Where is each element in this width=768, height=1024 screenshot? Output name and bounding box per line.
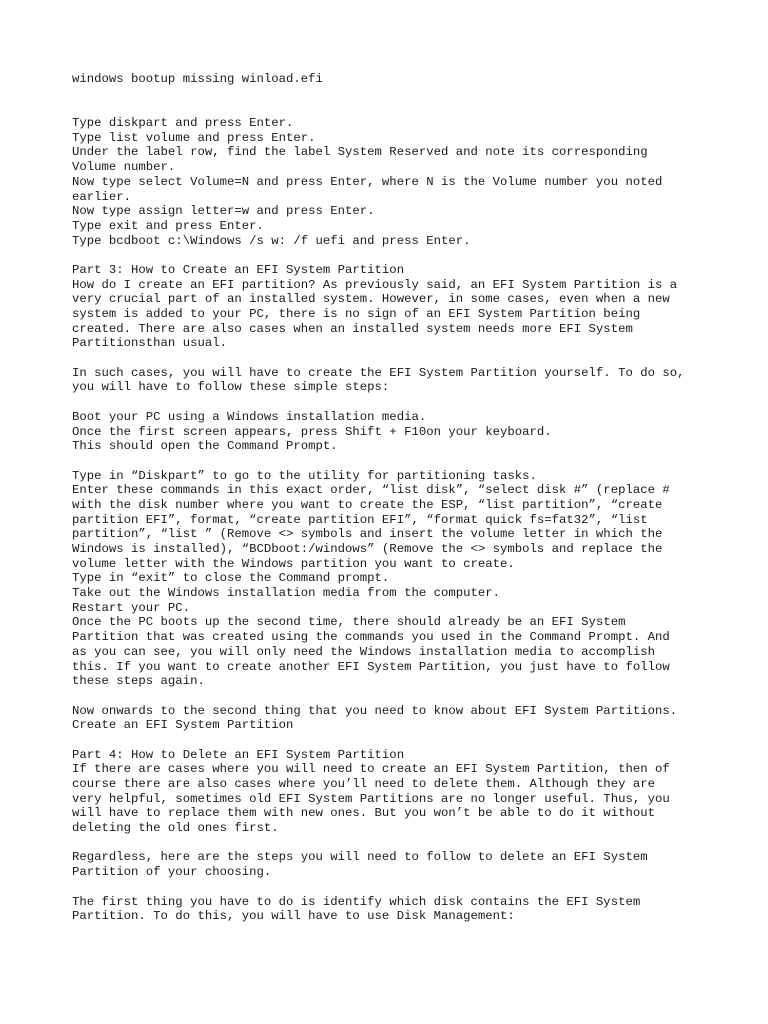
text-line: Windows is installed), “BCDboot:/windows” (Remove the <> symbols and replace the <box>72 542 663 557</box>
text-line: Type in “Diskpart” to go to the utility for partitioning tasks. <box>72 468 537 483</box>
text-line: volume letter with the Windows partition you want to create. <box>72 556 515 571</box>
text-line: Under the label row, find the label System Reserved and note its corresponding <box>72 145 648 160</box>
text-line: How do I create an EFI partition? As previously said, an EFI System Partition is a <box>72 277 678 292</box>
text-line: very crucial part of an installed system. However, in some cases, even when a new <box>72 292 670 307</box>
paragraph-diskpart-steps <box>72 469 722 689</box>
spacer <box>72 248 722 263</box>
text-line: In such cases, you will have to create the EFI System Partition yourself. To do so, <box>72 365 685 380</box>
paragraph-such-cases <box>72 366 722 395</box>
text-line: Boot your PC using a Windows installation media. <box>72 409 427 424</box>
spacer <box>72 351 722 366</box>
text-line: very helpful, sometimes old EFI System Partitions are no longer useful. Thus, you <box>72 791 670 806</box>
spacer <box>72 395 722 410</box>
text-line: Now onwards to the second thing that you need to know about EFI System Partitions. <box>72 703 678 718</box>
text-line: Type diskpart and press Enter. <box>72 116 294 131</box>
text-line: system is added to your PC, there is no sign of an EFI System Partition being <box>72 307 641 322</box>
text-line: Once the first screen appears, press Shift + F10on your keyboard. <box>72 424 552 439</box>
spacer <box>72 689 722 704</box>
text-line: Take out the Windows installation media from the computer. <box>72 586 501 601</box>
text-line: Now type select Volume=N and press Enter, where N is the Volume number you noted <box>72 174 663 189</box>
text-line: with the disk number where you want to create the ESP, “list partition”, “create <box>72 497 663 512</box>
text-line: these steps again. <box>72 674 205 689</box>
text-line: partition EFI”, format, “create partition EFI”, “format quick fs=fat32”, “list <box>72 512 648 527</box>
text-line: Restart your PC. <box>72 600 191 615</box>
spacer <box>72 454 722 469</box>
text-line: Partition. To do this, you will have to use Disk Management: <box>72 909 515 924</box>
paragraph-first-thing <box>72 895 722 924</box>
text-line: created. There are also cases when an installed system needs more EFI System <box>72 321 633 336</box>
document-page <box>72 72 722 924</box>
document-title: windows bootup missing winload.efi <box>72 72 323 86</box>
section-heading: Part 3: How to Create an EFI System Partition <box>72 262 405 277</box>
text-line: deleting the old ones first. <box>72 821 279 836</box>
spacer <box>72 87 722 116</box>
spacer <box>72 733 722 748</box>
text-line: If there are cases where you will need to create an EFI System Partition, then of <box>72 762 670 777</box>
paragraph-onwards <box>72 704 722 733</box>
text-line: will have to replace them with new ones. But you won’t be able to do it without <box>72 806 655 821</box>
spacer <box>72 880 722 895</box>
paragraph-steps-1 <box>72 116 722 248</box>
section-heading: Part 4: How to Delete an EFI System Partition <box>72 747 405 762</box>
text-line: Volume number. <box>72 160 176 175</box>
text-line: Type in “exit” to close the Command prompt. <box>72 571 390 586</box>
text-line: Type list volume and press Enter. <box>72 130 316 145</box>
text-line: This should open the Command Prompt. <box>72 439 338 454</box>
text-line: course there are also cases where you’ll need to delete them. Although they are <box>72 777 655 792</box>
paragraph-boot-steps <box>72 410 722 454</box>
text-line: Enter these commands in this exact order, “list disk”, “select disk #” (replace # <box>72 483 670 498</box>
text-line: Partition that was created using the commands you used in the Command Prompt. And <box>72 630 670 645</box>
text-line: you will have to follow these simple steps: <box>72 380 390 395</box>
spacer <box>72 836 722 851</box>
text-line: Regardless, here are the steps you will need to follow to delete an EFI System <box>72 850 648 865</box>
text-line: Create an EFI System Partition <box>72 718 294 733</box>
text-line: Partition of your choosing. <box>72 865 272 880</box>
paragraph-part4 <box>72 748 722 836</box>
text-line: this. If you want to create another EFI System Partition, you just have to follow <box>72 659 670 674</box>
paragraph-regardless <box>72 850 722 879</box>
text-line: Type exit and press Enter. <box>72 218 264 233</box>
text-line: earlier. <box>72 189 132 204</box>
text-line: Now type assign letter=w and press Enter. <box>72 204 375 219</box>
text-line: partition”, “list ” (Remove <> symbols and insert the volume letter in which the <box>72 527 663 542</box>
text-line: Once the PC boots up the second time, there should already be an EFI System <box>72 615 626 630</box>
text-line: The first thing you have to do is identify which disk contains the EFI System <box>72 894 641 909</box>
text-line: Type bcdboot c:\Windows /s w: /f uefi and press Enter. <box>72 233 471 248</box>
text-line: as you can see, you will only need the Windows installation media to accomplish <box>72 644 655 659</box>
text-line: Partitionsthan usual. <box>72 336 227 351</box>
paragraph-part3 <box>72 263 722 351</box>
